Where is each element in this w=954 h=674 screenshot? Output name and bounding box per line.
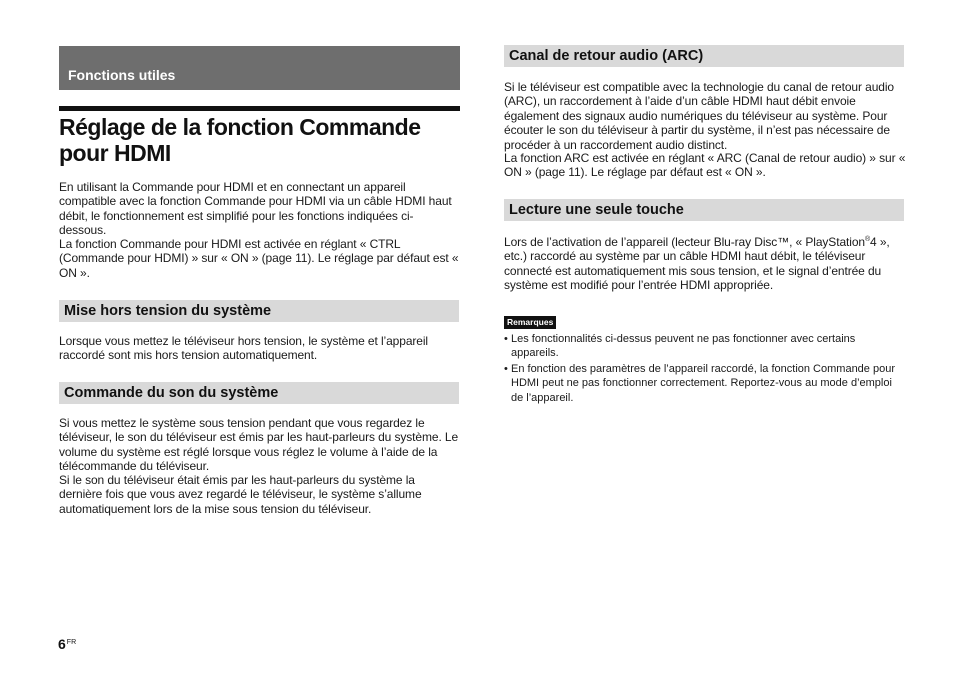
page-title: Réglage de la fonction Commande pour HDMI: [59, 114, 421, 166]
arc-body-1: Si le téléviseur est compatible avec la technologie du canal de retour audio (ARC), un raccordement à l’aide d’un câble HDMI haut débit envoie également des signaux audio numériques du téléviseur au système. Pour écouter le son du téléviseur à partir du système, il n’est pas nécessaire de procéder à un raccordement audio distinct.: [504, 80, 894, 152]
remark-text: Les fonctionnalités ci-dessus peuvent ne pas fonctionner avec certains appareils.: [511, 333, 856, 360]
heading-audio-control: [59, 382, 459, 404]
title-rule: [59, 106, 460, 111]
arc-body-2: La fonction ARC est activée en réglant « ARC (Canal de retour audio) » sur « ON » (page 11). Le réglage par défaut est « ON ».: [504, 151, 906, 180]
heading-one-touch-label: Lecture une seule touche: [509, 202, 684, 218]
audio-control-body-1: Si vous mettez le système sous tension pendant que vous regardez le téléviseur, le son du téléviseur est émis par les haut-parleurs du système. Le volume du système est réglé lorsque vous réglez le volume à l’aide de la télécommande du téléviseur.: [59, 416, 459, 474]
remarks-badge: Remarques: [504, 316, 556, 329]
page-number-value: 6: [58, 636, 66, 652]
one-touch-body-start: Lors de l’activation de l’appareil (lecteur Blu-ray Disc™, « PlayStation: [504, 235, 865, 249]
registered-mark: ®: [864, 236, 871, 243]
heading-power-off: [59, 300, 459, 322]
page-number: [58, 636, 76, 652]
remark-item: [504, 362, 904, 405]
heading-arc-label: Canal de retour audio (ARC): [509, 48, 704, 64]
power-off-body: Lorsque vous mettez le téléviseur hors tension, le système et l’appareil raccordé sont mis hors tension automatiquement.: [59, 334, 428, 363]
remark-item: [504, 332, 904, 361]
one-touch-body: [504, 233, 906, 293]
intro-paragraph-2: La fonction Commande pour HDMI est activée en réglant « CTRL (Commande pour HDMI) » sur « ON » (page 11). Le réglage par défaut est « ON ».: [59, 237, 459, 280]
intro-paragraph-1: En utilisant la Commande pour HDMI et en connectant un appareil compatible avec la fonction Commande pour HDMI via un câble HDMI haut débit, le fonctionnement est simplifié pour les fonctions indiquées ci-dessous.: [59, 180, 452, 238]
bullet-icon: •: [504, 362, 508, 375]
heading-one-touch: [504, 199, 904, 221]
heading-arc: [504, 45, 904, 67]
section-header-label: Fonctions utiles: [68, 67, 176, 83]
remark-text: En fonction des paramètres de l’appareil raccordé, la fonction Commande pour HDMI peut ne pas fonctionner correctement. Reportez-vous au mode d’emploi de l’appareil.: [511, 362, 895, 404]
one-touch-body-end: 4 », etc.) raccordé au système par un câble HDMI haut débit, le téléviseur connecté est automatiquement mis sous tension, et le signal d’entrée du système est modifié pour l’entrée HDMI appropriée.: [504, 235, 890, 293]
heading-power-off-label: Mise hors tension du système: [64, 303, 272, 319]
remarks-list: [504, 332, 904, 406]
heading-audio-control-label: Commande du son du système: [64, 385, 279, 401]
section-header-band: [59, 46, 460, 90]
page-language: FR: [66, 639, 77, 646]
audio-control-body-2: Si le son du téléviseur était émis par les haut-parleurs du système la dernière fois que vous avez regardé le téléviseur, le système s’allume automatiquement lors de la mise sous tension du téléviseur.: [59, 473, 422, 516]
bullet-icon: •: [504, 333, 508, 345]
